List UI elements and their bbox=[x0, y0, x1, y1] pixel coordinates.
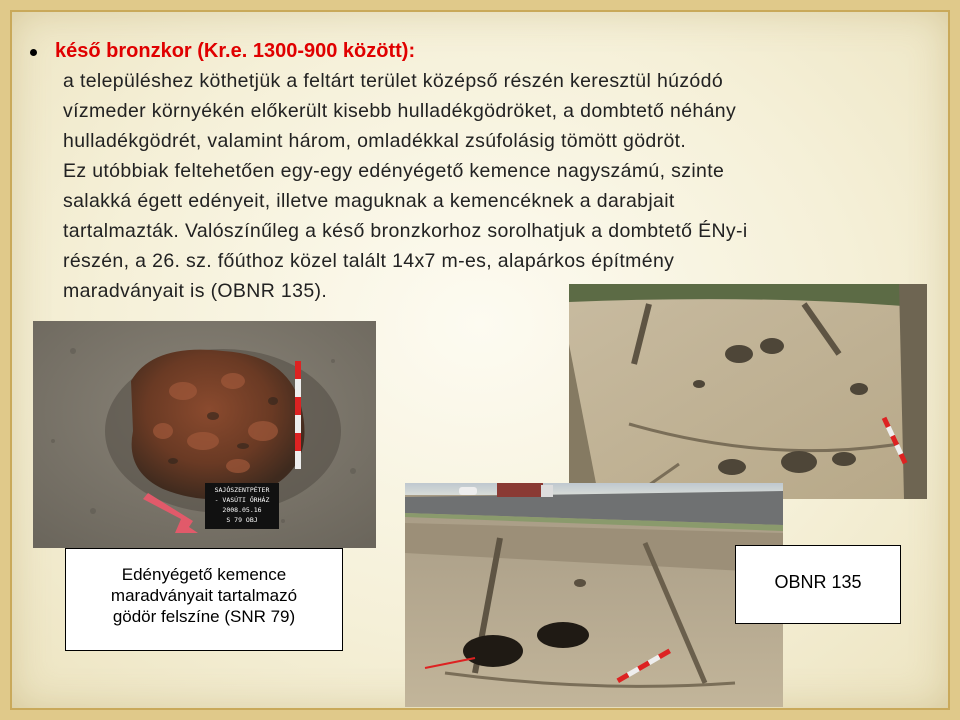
kiln-pit-photo bbox=[33, 321, 376, 548]
paragraph-line: salakká égett edényeit, illetve maguknak a kemencéknek a darabjait bbox=[63, 190, 675, 212]
paragraph-line: részén, a 26. sz. főúthoz közel talált 14x7 m-es, alapárkos építmény bbox=[63, 250, 675, 272]
paragraph-line: vízmeder környékén előkerült kisebb hulladékgödröket, a dombtető néhány bbox=[63, 100, 737, 122]
caption-line: Edényégető kemence bbox=[121, 565, 287, 584]
sign-line: 2008.05.16 bbox=[222, 506, 262, 514]
structure-bottom-photo bbox=[405, 483, 783, 707]
caption-line: maradványait tartalmazó bbox=[110, 586, 298, 605]
sign-line: S 79 OBJ bbox=[226, 516, 258, 524]
sign-line: - VASÚTI ŐRHÁZ bbox=[214, 496, 270, 504]
paragraph-line: maradványait is (OBNR 135). bbox=[63, 280, 328, 302]
caption-line: gödör felszíne (SNR 79) bbox=[112, 607, 296, 626]
sign-line: SAJÓSZENTPÉTER bbox=[214, 486, 270, 494]
bullet-icon bbox=[30, 49, 37, 56]
kiln-photo-sign bbox=[205, 485, 279, 525]
bullet-headline: késő bronzkor (Kr.e. 1300-900 között): bbox=[55, 40, 416, 62]
bullet-paragraph bbox=[63, 66, 910, 306]
obnr-caption bbox=[735, 545, 901, 624]
paragraph-line: a településhez köthetjük a feltárt terület középső részén keresztül húzódó bbox=[63, 70, 724, 92]
bullet-block bbox=[30, 36, 910, 306]
structure-top-photo bbox=[569, 284, 927, 499]
caption-line: OBNR 135 bbox=[774, 572, 862, 592]
paragraph-line: tartalmazták. Valószínűleg a késő bronzkorhoz sorolhatjuk a dombtető ÉNy-i bbox=[63, 220, 748, 242]
paragraph-line: hulladékgödrét, valamint három, omladékkal zsúfolásig tömött gödröt. bbox=[63, 130, 687, 152]
paragraph-line: Ez utóbbiak feltehetően egy-egy edényégető kemence nagyszámú, szinte bbox=[63, 160, 725, 182]
kiln-caption bbox=[65, 548, 343, 651]
